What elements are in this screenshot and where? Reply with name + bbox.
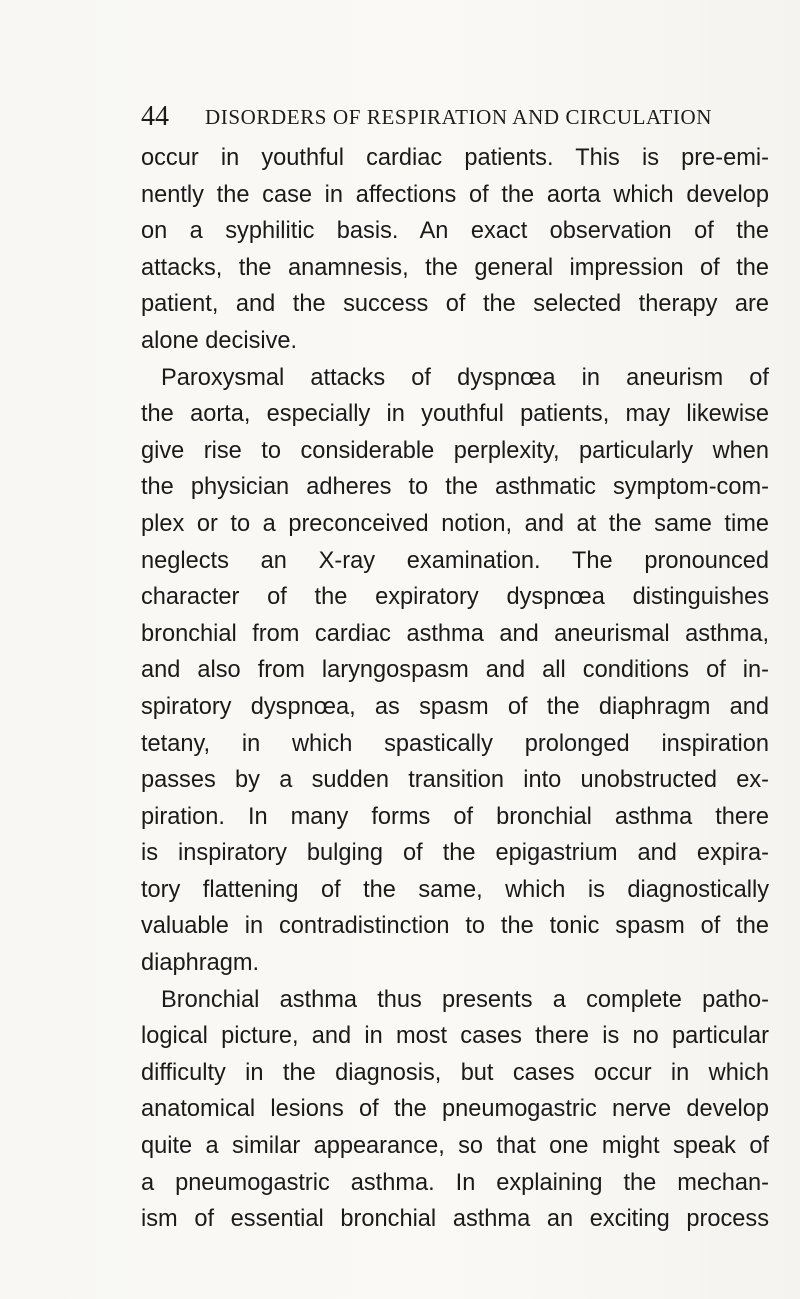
page-number: 44 (141, 101, 169, 132)
text-line: anatomical lesions of the pneumogastric nerve develop (141, 1096, 769, 1123)
text-line: give rise to considerable perplexity, particularly when (141, 437, 769, 464)
text-line: and also from laryngospasm and all conditions of in- (141, 657, 769, 684)
text-line: patient, and the success of the selected therapy are (141, 291, 769, 318)
text-line: piration. In many forms of bronchial asthma there (141, 803, 769, 830)
text-line: plex or to a preconceived notion, and at the same time (141, 510, 769, 537)
text-line: a pneumogastric asthma. In explaining the mechan- (141, 1169, 769, 1196)
text-line: valuable in contradistinction to the tonic spasm of the (141, 913, 769, 940)
text-line: alone decisive. (141, 327, 298, 354)
text-line: logical picture, and in most cases there is no particular (141, 1023, 769, 1050)
text-line: nently the case in affections of the aorta which develop (141, 181, 769, 208)
running-head: DISORDERS OF RESPIRATION AND CIRCULATION (205, 105, 713, 129)
page-header (141, 97, 731, 137)
text-line: spiratory dyspnœa, as spasm of the diaphragm and (141, 693, 769, 720)
text-line: Paroxysmal attacks of dyspnœa in aneurism of (161, 364, 769, 391)
text-line: Bronchial asthma thus presents a complete patho- (161, 986, 769, 1013)
text-line: neglects an X-ray examination. The pronounced (141, 547, 769, 574)
body-text (141, 140, 769, 1238)
text-line: attacks, the anamnesis, the general impression of the (141, 254, 769, 281)
text-line: diaphragm. (141, 950, 260, 977)
text-line: occur in youthful cardiac patients. This is pre-emi- (141, 145, 769, 171)
text-line: the aorta, especially in youthful patients, may likewise (141, 401, 769, 428)
text-line: on a syphilitic basis. An exact observation of the (141, 218, 769, 245)
text-line: tetany, in which spastically prolonged inspiration (141, 730, 769, 757)
text-line: character of the expiratory dyspnœa distinguishes (141, 584, 769, 611)
text-line: difficulty in the diagnosis, but cases occur in which (141, 1059, 769, 1086)
text-line: bronchial from cardiac asthma and aneurismal asthma, (141, 620, 769, 647)
text-line: passes by a sudden transition into unobstructed ex- (141, 767, 769, 794)
text-line: ism of essential bronchial asthma an exciting process (141, 1206, 769, 1233)
text-line: is inspiratory bulging of the epigastrium and expira- (141, 840, 769, 867)
text-line: the physician adheres to the asthmatic symptom-com- (141, 474, 769, 501)
text-line: quite a similar appearance, so that one might speak of (141, 1133, 769, 1160)
text-line: tory flattening of the same, which is diagnostically (141, 876, 769, 903)
